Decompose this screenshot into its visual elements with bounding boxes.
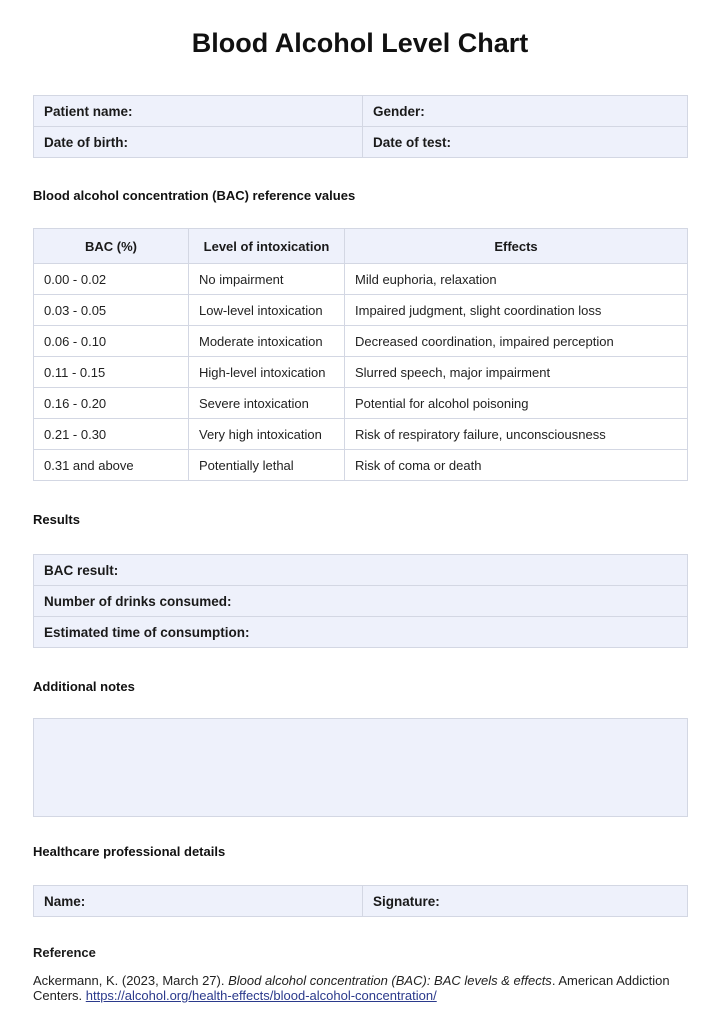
patient-name-field[interactable]: Patient name: — [34, 96, 363, 127]
bac-range-cell: 0.00 - 0.02 — [34, 264, 189, 295]
column-header-level: Level of intoxication — [189, 229, 345, 264]
signature-field[interactable]: Signature: — [363, 886, 688, 917]
reference-heading: Reference — [33, 945, 96, 960]
intoxication-level-cell: Potentially lethal — [189, 450, 345, 481]
reference-link[interactable]: https://alcohol.org/health-effects/blood-alcohol-concentration/ — [85, 988, 437, 1003]
intoxication-level-cell: Severe intoxication — [189, 388, 345, 419]
bac-reference-table — [33, 228, 688, 481]
drinks-consumed-field[interactable]: Number of drinks consumed: — [34, 586, 688, 617]
table-row — [34, 295, 688, 326]
date-of-birth-field[interactable]: Date of birth: — [34, 127, 363, 158]
healthcare-professional-heading: Healthcare professional details — [33, 844, 226, 859]
citation-publisher: . American Addiction Centers. — [33, 973, 670, 1003]
additional-notes-heading: Additional notes — [33, 679, 135, 694]
patient-info-table — [33, 95, 688, 158]
consumption-time-field[interactable]: Estimated time of consumption: — [34, 617, 688, 648]
table-row — [34, 326, 688, 357]
page-title: Blood Alcohol Level Chart — [191, 28, 529, 58]
column-header-bac: BAC (%) — [34, 229, 189, 264]
effects-cell: Slurred speech, major impairment — [345, 357, 688, 388]
table-row — [34, 450, 688, 481]
bac-reference-heading: Blood alcohol concentration (BAC) reference values — [33, 188, 356, 203]
effects-cell: Decreased coordination, impaired perception — [345, 326, 688, 357]
effects-cell: Risk of coma or death — [345, 450, 688, 481]
column-header-effects: Effects — [345, 229, 688, 264]
effects-cell: Mild euphoria, relaxation — [345, 264, 688, 295]
gender-field[interactable]: Gender: — [363, 96, 688, 127]
citation-authors: Ackermann, K. (2023, March 27). — [33, 973, 229, 988]
professional-table — [33, 885, 688, 917]
bac-range-cell: 0.16 - 0.20 — [34, 388, 189, 419]
results-heading: Results — [33, 512, 80, 527]
professional-name-field[interactable]: Name: — [34, 886, 363, 917]
intoxication-level-cell: Moderate intoxication — [189, 326, 345, 357]
intoxication-level-cell: No impairment — [189, 264, 345, 295]
table-row — [34, 264, 688, 295]
effects-cell: Potential for alcohol poisoning — [345, 388, 688, 419]
table-row — [34, 357, 688, 388]
date-of-test-field[interactable]: Date of test: — [363, 127, 688, 158]
bac-range-cell: 0.03 - 0.05 — [34, 295, 189, 326]
reference-citation — [33, 973, 693, 1003]
table-row — [34, 388, 688, 419]
intoxication-level-cell: Low-level intoxication — [189, 295, 345, 326]
bac-range-cell: 0.21 - 0.30 — [34, 419, 189, 450]
citation-title: Blood alcohol concentration (BAC): BAC levels & effects — [228, 973, 552, 988]
intoxication-level-cell: High-level intoxication — [189, 357, 345, 388]
additional-notes-field[interactable] — [33, 718, 688, 817]
bac-range-cell: 0.06 - 0.10 — [34, 326, 189, 357]
effects-cell: Risk of respiratory failure, unconsciousness — [345, 419, 688, 450]
bac-result-field[interactable]: BAC result: — [34, 555, 688, 586]
bac-range-cell: 0.31 and above — [34, 450, 189, 481]
effects-cell: Impaired judgment, slight coordination loss — [345, 295, 688, 326]
bac-range-cell: 0.11 - 0.15 — [34, 357, 189, 388]
intoxication-level-cell: Very high intoxication — [189, 419, 345, 450]
table-row — [34, 419, 688, 450]
results-table — [33, 554, 688, 648]
